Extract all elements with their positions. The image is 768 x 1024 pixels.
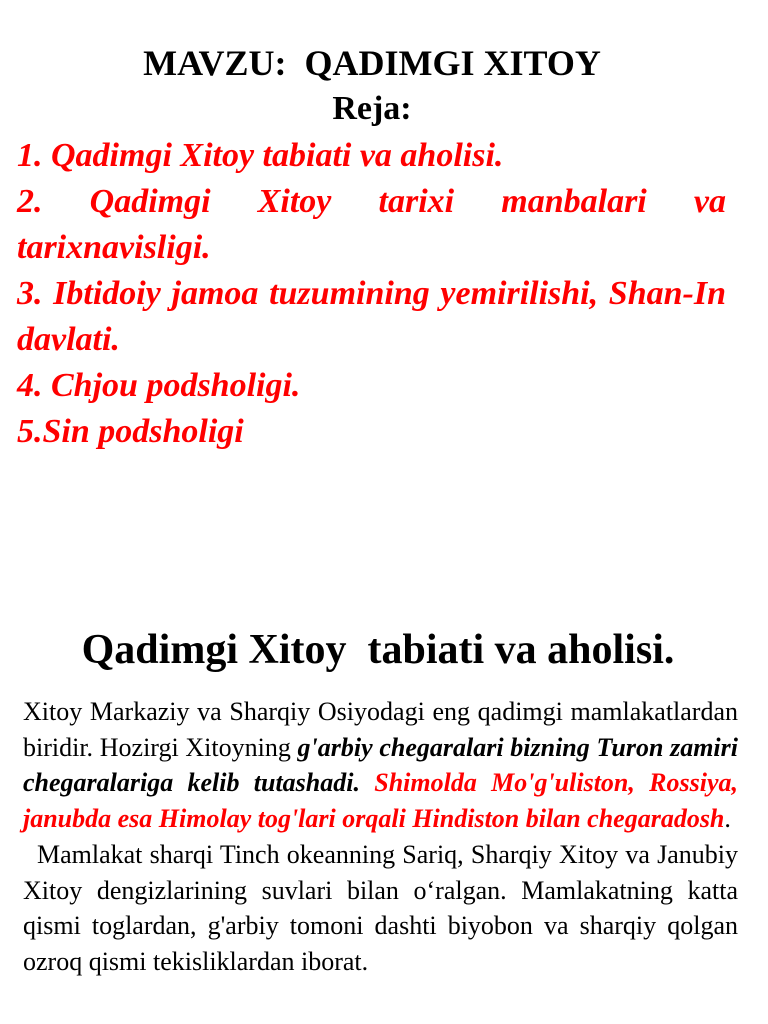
plan-list	[17, 133, 726, 455]
plan-item: 3. Ibtidoiy jamoa tuzumining yemirilishi, Shan-In davlati.	[17, 275, 726, 358]
section-title: Qadimgi Xitoy tabiati va aholisi.	[81, 627, 675, 673]
borders-emphasis-text: g'arbiy chegaralari bizning Turon zamiri chegaralariga kelib tutashadi.	[23, 732, 739, 798]
topic-title: MAVZU: QADIMGI XITOY	[143, 43, 601, 83]
body-text	[23, 694, 738, 980]
plan-item: 1. Qadimgi Xitoy tabiati va aholisi.	[17, 137, 504, 174]
borders-intro-text: Xitoy Markaziy va Sharqiy Osiyodagi eng qadimgi mamlakatlardan biridir. Hozirgi Xitoyning	[23, 697, 738, 762]
paragraph-end: .	[724, 804, 731, 834]
plan-item: 2. Qadimgi Xitoy tarixi manbalari va tarixnavisligi.	[17, 183, 726, 266]
borders-neighbors-text: Shimolda Mo'g'uliston, Rossiya, janubda esa Himolay tog'lari orqali Hindiston bilan chegaradosh	[23, 768, 738, 834]
plan-item: 5.Sin podsholigi	[17, 413, 244, 450]
plan-item: 4. Chjou podsholigi.	[17, 367, 301, 404]
paragraph-borders	[23, 694, 738, 837]
plan-heading: Reja:	[332, 90, 412, 127]
paragraph-geography: Mamlakat sharqi Tinch okeanning Sariq, Sharqiy Xitoy va Janubiy Xitoy dengizlarining suvlari bilan o‘ralgan. Mamlakatning katta qismi toglardan, g'arbiy tomoni dashti biyobon va sharqiy qolgan ozroq qismi tekisliklardan iborat.	[23, 839, 738, 976]
